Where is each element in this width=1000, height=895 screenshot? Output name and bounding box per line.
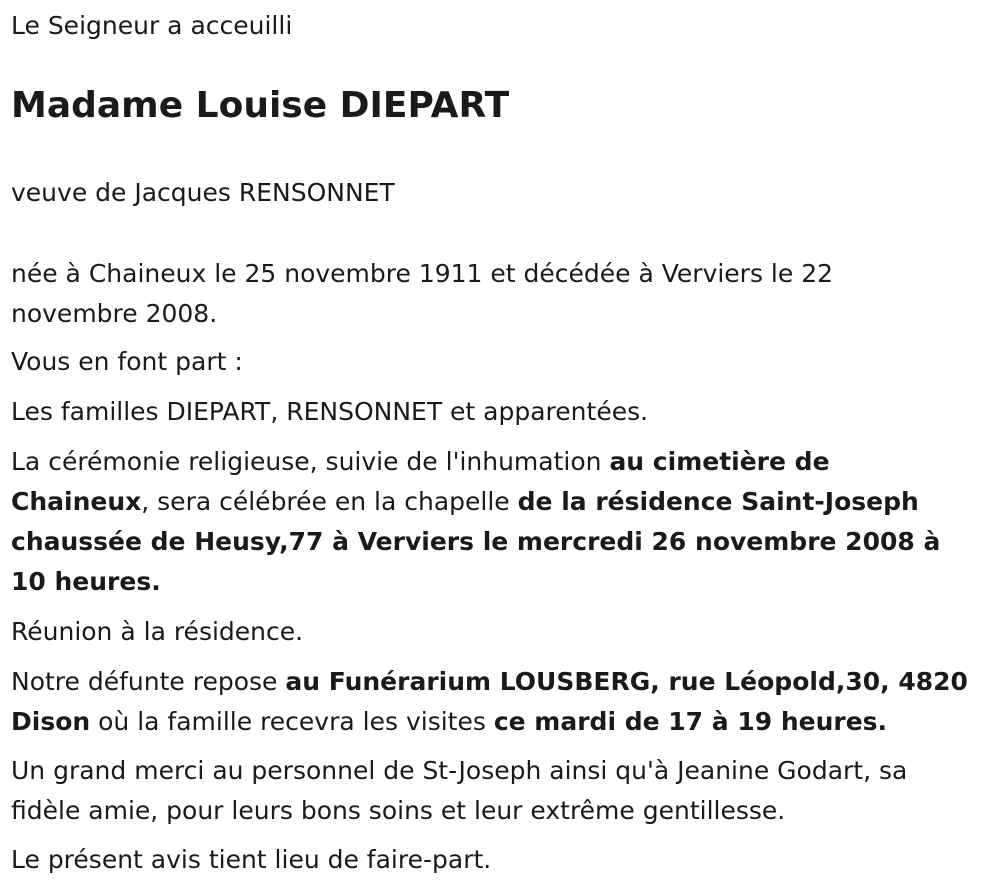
birth-death-text: née à Chaineux le 25 novembre 1911 et décédée à Verviers le 22 novembre 2008.: [11, 259, 834, 328]
rest-text-1: Notre défunte repose: [11, 667, 286, 696]
families-text: Les familles DIEPART, RENSONNET et apparentées.: [11, 397, 649, 426]
notice-text: Le présent avis tient lieu de faire-part.: [11, 845, 492, 874]
meeting-text: Réunion à la résidence.: [11, 617, 304, 646]
rest-text-2: où la famille recevra les visites: [90, 707, 494, 736]
deceased-name: Madame Louise DIEPART: [11, 85, 510, 126]
intro-text: Le Seigneur a acceuilli: [11, 11, 293, 40]
thanks-text: Un grand merci au personnel de St-Joseph ainsi qu'à Jeanine Godart, sa fidèle amie, pour leurs bons soins et leur extrême gentillesse.: [11, 756, 908, 825]
ceremony-location-time: de la résidence Saint-Joseph chaussée de Heusy,77 à Verviers le mercredi 26 novembre 2008 à 10 heures.: [11, 487, 941, 596]
ceremony-text-1: La cérémonie religieuse, suivie de l'inhumation: [11, 447, 610, 476]
widow-text: veuve de Jacques RENSONNET: [11, 178, 395, 207]
funeral-home-paragraph: [11, 662, 981, 742]
visiting-hours: ce mardi de 17 à 19 heures.: [493, 707, 888, 736]
ceremony-text-2: , sera célébrée en la chapelle: [141, 487, 518, 516]
ceremony-cemetery: au cimetière de Chaineux: [11, 447, 830, 516]
funeral-home-address: au Funérarium LOUSBERG, rue Léopold,30, 4820 Dison: [11, 667, 968, 736]
announcement-text: Vous en font part :: [11, 347, 243, 376]
ceremony-paragraph: [11, 442, 971, 602]
